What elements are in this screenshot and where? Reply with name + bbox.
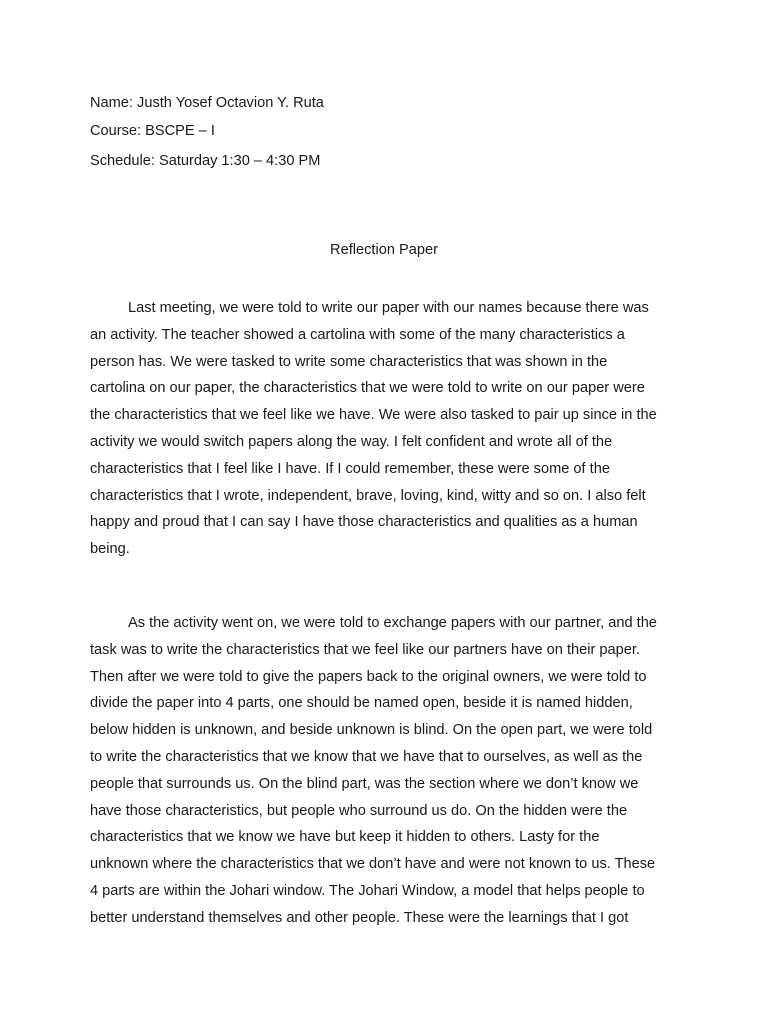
paragraph-line: have those characteristics, but people who surround us do. On the hidden were the — [90, 802, 628, 819]
paragraph-line: As the activity went on, we were told to exchange papers with our partner, and the — [128, 615, 657, 631]
paragraph-line: unknown where the characteristics that we don’t have and were not known to us. These — [90, 856, 656, 873]
paragraph-line: Last meeting, we were told to write our paper with our names because there was — [128, 300, 649, 316]
paragraph-line: characteristics that we know we have but keep it hidden to others. Lasty for the — [90, 829, 600, 846]
paragraph-line: person has. We were tasked to write some characteristics that was shown in the — [90, 353, 608, 370]
paragraph-2 — [90, 614, 680, 936]
paragraph-line: the characteristics that we feel like we have. We were also tasked to pair up since in the — [90, 407, 657, 424]
paragraph-line: happy and proud that I can say I have those characteristics and qualities as a human — [90, 514, 638, 531]
paragraph-line: task was to write the characteristics that we feel like our partners have on their paper. — [90, 641, 640, 658]
paragraph-line: an activity. The teacher showed a cartolina with some of the many characteristics a — [90, 326, 625, 343]
paragraph-1 — [90, 299, 680, 567]
paragraph-line: to write the characteristics that we know that we have that to ourselves, as well as the — [90, 748, 643, 765]
schedule-line: Schedule: Saturday 1:30 – 4:30 PM — [90, 153, 321, 169]
paragraph-line: 4 parts are within the Johari window. The Johari Window, a model that helps people to — [90, 882, 645, 899]
course-line: Course: BSCPE – I — [90, 123, 215, 139]
paragraph-line: characteristics that I wrote, independent, brave, loving, kind, witty and so on. I also felt — [90, 487, 646, 504]
paragraph-line: activity we would switch papers along the way. I felt confident and wrote all of the — [90, 433, 613, 450]
paragraph-line: cartolina on our paper, the characteristics that we were told to write on our paper were — [90, 380, 645, 397]
paragraph-line: characteristics that I feel like I have. If I could remember, these were some of the — [90, 460, 610, 477]
paragraph-line: being. — [90, 541, 130, 558]
paragraph-line: better understand themselves and other people. These were the learnings that I got — [90, 909, 629, 926]
paragraph-line: people that surrounds us. On the blind part, was the section where we don’t know we — [90, 775, 639, 792]
student-name-line: Name: Justh Yosef Octavion Y. Ruta — [90, 95, 324, 111]
paragraph-line: divide the paper into 4 parts, one should be named open, beside it is named hidden, — [90, 695, 633, 712]
paragraph-line: below hidden is unknown, and beside unknown is blind. On the open part, we were told — [90, 722, 653, 739]
paper-title: Reflection Paper — [330, 242, 438, 258]
paragraph-line: Then after we were told to give the papers back to the original owners, we were told to — [90, 668, 647, 685]
